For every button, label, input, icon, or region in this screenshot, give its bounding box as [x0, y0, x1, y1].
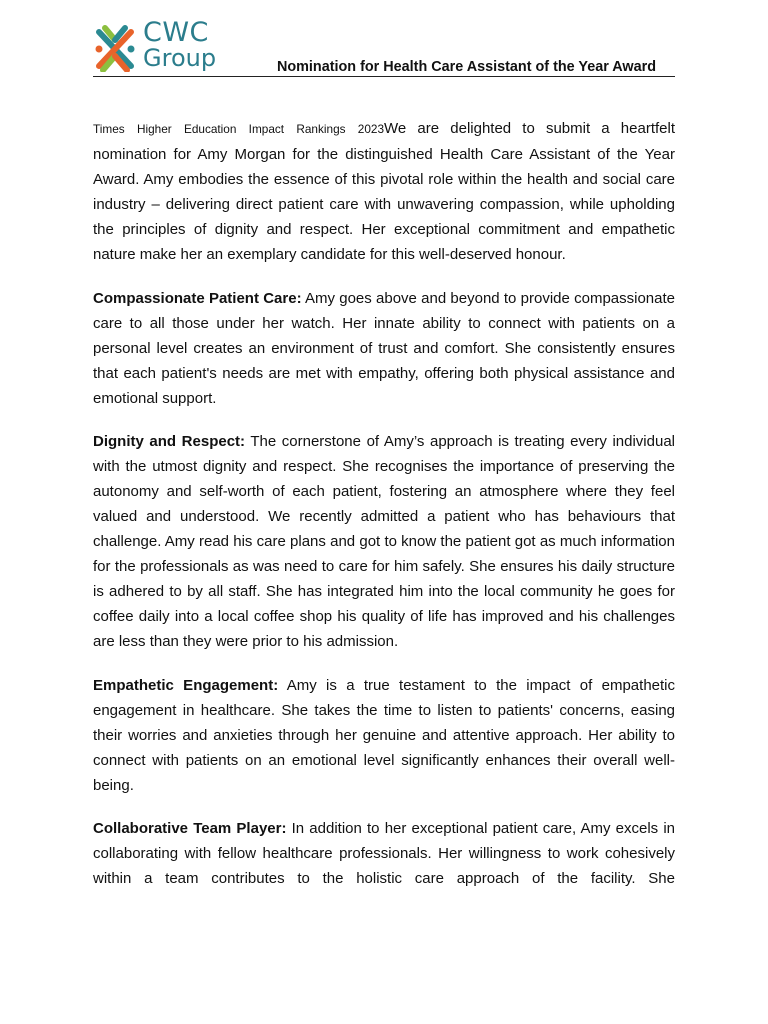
section-text: The cornerstone of Amy’s approach is treating every individual with the utmost dignity and respect. She recognises the importance of preserving the autonomy and self-worth of each patient, fostering an atmosphere where they feel valued and understood. We recently admitted a patient who has behaviours that challenge. Amy read his care plans and got to know the patient got as much information for the professionals as was need to care for him safely. She ensures his daily structure is adhered to by all staff. She has integrated him into the local community he goes for coffee daily into a local coffee shop his quality of life has improved and his challenges are less than they were prior to his admission.	[93, 433, 675, 650]
intro-paragraph	[93, 116, 675, 267]
section-paragraph	[93, 286, 675, 411]
logo-wordmark	[143, 19, 216, 70]
logo-line-1: CWC	[143, 17, 209, 48]
section-heading: Compassionate Patient Care:	[93, 289, 302, 307]
section-paragraph	[93, 816, 675, 891]
section-paragraph	[93, 673, 675, 798]
section-heading: Dignity and Respect:	[93, 433, 246, 450]
section-heading: Empathetic Engagement:	[93, 676, 279, 694]
logo-line-2: Group	[143, 44, 217, 72]
document-title: Nomination for Health Care Assistant of the Year Award	[276, 59, 656, 75]
document-body	[93, 116, 675, 910]
section-heading: Collaborative Team Player:	[93, 820, 287, 837]
section-text: Amy goes above and beyond to provide compassionate care to all those under her watch. Her innate ability to connect with patients on a personal level creates an environment of trust and comfort. She consistently ensures that each patient's needs are met with empathy, offering both physical assistance and emotional support.	[93, 289, 675, 407]
document-header	[93, 17, 675, 77]
intro-text: We are delighted to submit a heartfelt nomination for Amy Morgan for the distinguished Health Care Assistant of the Year Award. Amy embodies the essence of this pivotal role within the health and social care industry – delivering direct patient care with unwavering compassion, while upholding the principles of dignity and respect. Her exceptional commitment and empathetic nature make her an exemplary candidate for this well-deserved honour.	[93, 120, 675, 263]
section-paragraph	[93, 429, 675, 654]
rankings-prefix: Times Higher Education Impact Rankings 2023	[93, 122, 385, 136]
cwc-group-logo	[93, 17, 223, 74]
cwc-logo-mark-icon	[93, 24, 137, 72]
section-text: Amy is a true testament to the impact of empathetic engagement in healthcare. She takes the time to listen to patients' concerns, easing their worries and anxieties through her genuine and attentive approach. Her ability to connect with patients on an emotional level significantly enhances their overall well-being.	[93, 676, 675, 794]
section-text: In addition to her exceptional patient care, Amy excels in collaborating with fellow healthcare professionals. Her willingness to work cohesively within a team contributes to the holistic care approach of the facility. She	[93, 820, 675, 887]
